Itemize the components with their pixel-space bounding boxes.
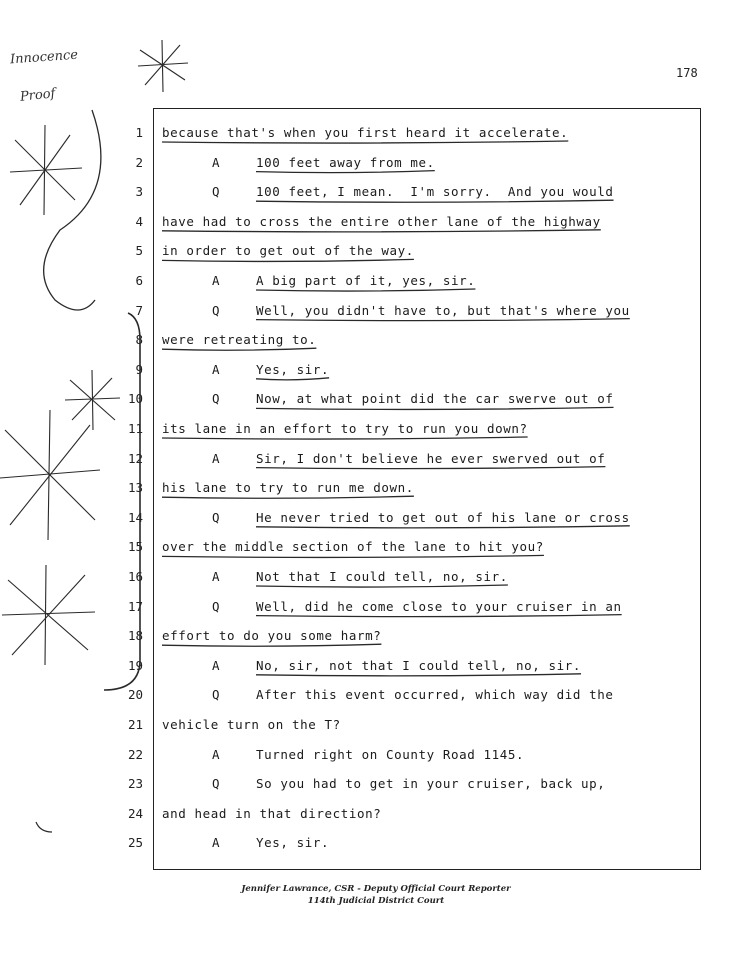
transcript-text: in order to get out of the way. — [162, 243, 414, 259]
transcript-line — [212, 776, 605, 791]
speaker-label: A — [212, 569, 221, 584]
transcript-line — [162, 125, 568, 140]
transcript-line — [212, 658, 581, 673]
line-number: 18 — [127, 628, 143, 644]
transcript-line — [212, 184, 614, 199]
face-sketch — [44, 110, 101, 310]
starburst-doodle-2 — [10, 125, 82, 215]
transcript-text: Yes, sir. — [256, 835, 330, 851]
line-number: 7 — [135, 302, 143, 318]
transcript-line — [162, 717, 341, 732]
transcript-line — [162, 806, 381, 821]
speaker-label: Q — [212, 509, 221, 525]
transcript-text: 100 feet away from me. — [256, 154, 435, 170]
transcript-text: have had to cross the entire other lane of the highway — [162, 213, 601, 229]
transcript-text: were retreating to. — [162, 332, 317, 348]
transcript-line — [162, 539, 544, 554]
line-number: 3 — [135, 184, 143, 200]
speaker-label: A — [212, 361, 221, 377]
line-number: 14 — [127, 509, 143, 525]
line-number: 16 — [127, 569, 143, 584]
transcript-line — [212, 155, 435, 170]
transcript-text: Well, did he come close to your cruiser in an — [256, 598, 622, 614]
line-number: 6 — [135, 273, 143, 288]
tick-mark — [36, 822, 52, 832]
speaker-label: A — [212, 746, 221, 762]
transcript-line — [212, 569, 508, 584]
transcript-line — [212, 747, 524, 762]
transcript-text: because that's when you first heard it accelerate. — [162, 125, 569, 140]
starburst-doodle-4 — [0, 410, 100, 540]
transcript-line — [162, 628, 381, 643]
transcript-text: Yes, sir. — [256, 361, 330, 377]
transcript-line — [162, 421, 528, 436]
footer-court: 114th Judicial District Court — [307, 896, 445, 906]
line-number: 13 — [127, 480, 143, 496]
transcript-text: Well, you didn't have to, but that's where you — [256, 302, 630, 318]
line-number: 23 — [127, 776, 143, 792]
transcript-text: Turned right on County Road 1145. — [256, 746, 525, 762]
page-number: 178 — [676, 66, 698, 80]
line-number: 19 — [127, 657, 143, 673]
speaker-label: A — [212, 657, 221, 673]
handwritten-note-line1: Innocence — [9, 47, 79, 68]
line-number: 24 — [127, 805, 143, 821]
transcript-line — [162, 332, 316, 347]
transcript-text: Now, at what point did the car swerve out of — [256, 391, 614, 407]
starburst-doodle-1 — [138, 40, 188, 92]
transcript-line — [212, 451, 605, 466]
line-number: 10 — [127, 391, 143, 407]
speaker-label: Q — [212, 184, 221, 200]
transcript-line — [212, 599, 622, 614]
line-number: 21 — [127, 717, 143, 732]
line-number: 4 — [135, 213, 143, 229]
line-number: 15 — [127, 539, 143, 555]
line-number: 20 — [127, 687, 143, 703]
transcript-line — [162, 480, 414, 495]
speaker-label: A — [212, 273, 221, 288]
line-number: 12 — [127, 450, 143, 466]
transcript-text: Not that I could tell, no, sir. — [256, 569, 508, 584]
speaker-label: A — [212, 154, 221, 170]
speaker-label: Q — [212, 776, 221, 792]
transcript-line — [162, 243, 414, 258]
footer — [0, 883, 752, 907]
transcript-text: effort to do you some harm? — [162, 628, 382, 644]
transcript-line — [212, 391, 614, 406]
transcript-text: over the middle section of the lane to hit you? — [162, 539, 544, 555]
speaker-label: Q — [212, 687, 221, 703]
line-number: 9 — [135, 361, 143, 377]
transcript-text: A big part of it, yes, sir. — [256, 273, 476, 288]
starburst-doodle-5 — [2, 565, 95, 665]
transcript-text: After this event occurred, which way did the — [256, 687, 614, 703]
transcript-line — [212, 510, 630, 525]
line-number: 8 — [135, 332, 143, 348]
transcript-text: its lane in an effort to try to run you down? — [162, 421, 528, 436]
transcript-line — [212, 273, 475, 288]
transcript-line — [212, 362, 329, 377]
transcript-line — [212, 687, 614, 702]
line-number: 22 — [127, 746, 143, 762]
transcript-text: So you had to get in your cruiser, back up, — [256, 776, 606, 792]
transcript-line — [162, 214, 601, 229]
speaker-label: A — [212, 835, 221, 851]
transcript-line — [212, 835, 329, 850]
transcript-text: vehicle turn on the T? — [162, 717, 341, 732]
transcript-text: He never tried to get out of his lane or cross — [256, 509, 630, 525]
speaker-label: Q — [212, 391, 221, 407]
transcript-line — [212, 303, 630, 318]
line-number: 2 — [135, 154, 143, 170]
transcript-text: Sir, I don't believe he ever swerved out of — [256, 450, 606, 466]
footer-reporter: Jennifer Lawrance, CSR - Deputy Official Court Reporter — [241, 884, 511, 894]
transcript-text: No, sir, not that I could tell, no, sir. — [256, 657, 582, 673]
transcript-text: and head in that direction? — [162, 805, 382, 821]
line-number: 1 — [135, 125, 143, 140]
transcript-text: his lane to try to run me down. — [162, 480, 414, 496]
handwritten-note-line2: Proof — [19, 86, 57, 105]
speaker-label: A — [212, 450, 221, 466]
transcript-text: 100 feet, I mean. I'm sorry. And you would — [256, 184, 614, 200]
line-number: 17 — [127, 598, 143, 614]
line-number: 5 — [135, 243, 143, 259]
line-number: 11 — [127, 421, 143, 436]
speaker-label: Q — [212, 302, 221, 318]
speaker-label: Q — [212, 598, 221, 614]
line-number: 25 — [127, 835, 143, 851]
